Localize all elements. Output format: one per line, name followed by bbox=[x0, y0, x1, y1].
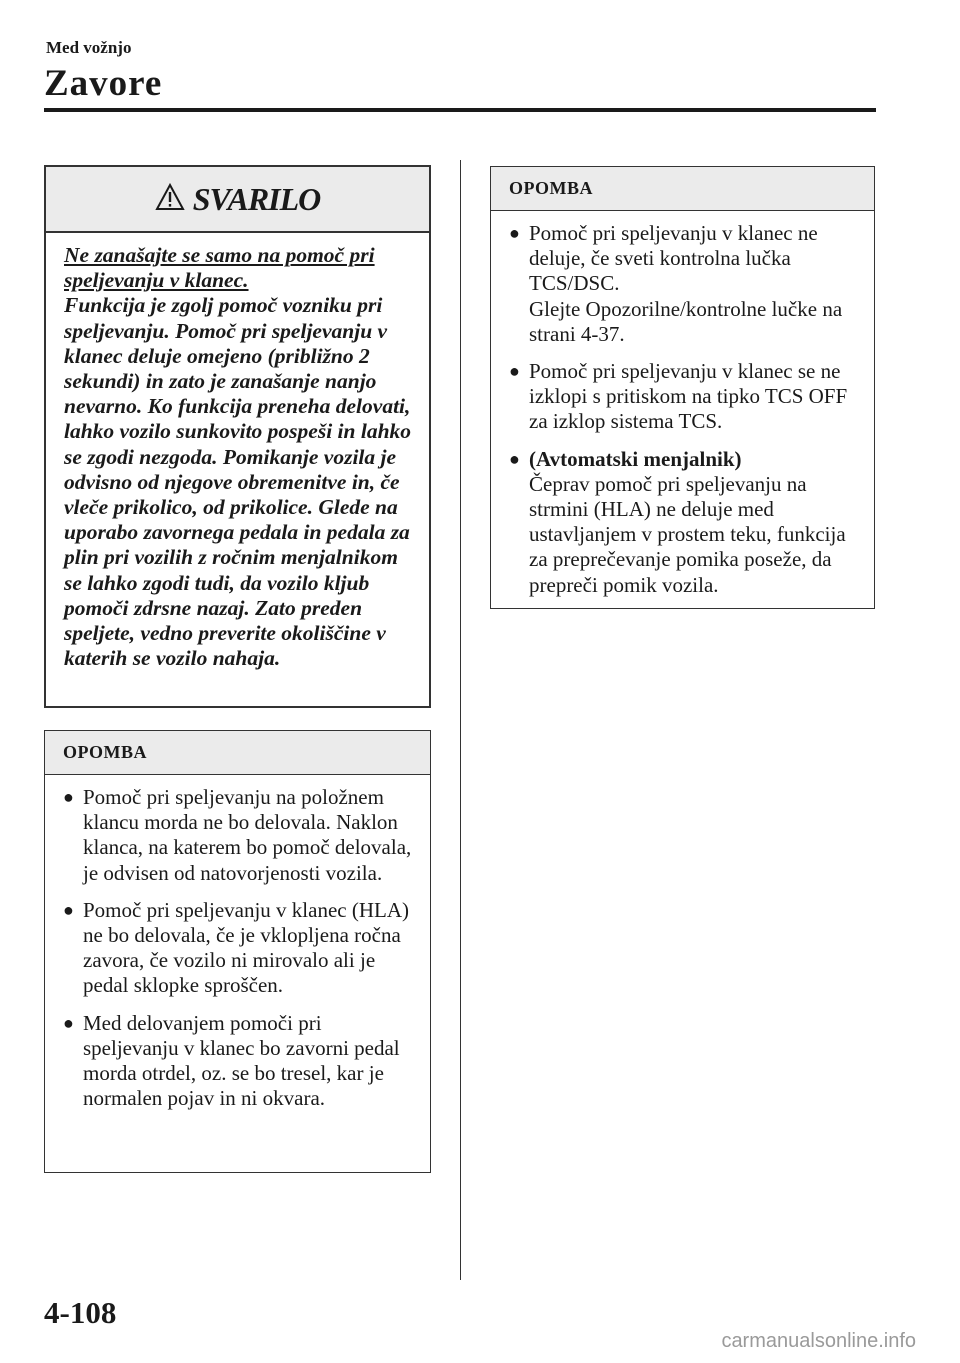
note-box-right bbox=[490, 166, 875, 609]
list-item bbox=[509, 359, 862, 435]
bullet-icon: ● bbox=[63, 1012, 74, 1033]
list-item-text: Pomoč pri speljevanju na položnem klancu morda ne bo delovala. Naklon klanca, na katerem bo pomoč delovala, je odvisen od natovorjenosti vozila. bbox=[83, 785, 412, 885]
column-divider bbox=[460, 160, 461, 1280]
title-rule bbox=[44, 108, 876, 112]
list-item-line: Pomoč pri speljevanju v klanec ne deluje, če sveti kontrolna lučka TCS/DSC. bbox=[529, 221, 818, 296]
bullet-icon: ● bbox=[509, 361, 520, 382]
list-item bbox=[509, 221, 862, 347]
list-item bbox=[63, 785, 418, 886]
note-body-right bbox=[491, 211, 874, 598]
bullet-icon: ● bbox=[509, 223, 520, 243]
section-label: Med vožnjo bbox=[46, 38, 132, 57]
list-item-text: Pomoč pri speljevanju v klanec (HLA) ne bo delovala, če je vklopljena ročna zavora, če vozilo ni mirovalo ali je pedal sklopke sproščen. bbox=[83, 897, 409, 998]
list-item-text: Pomoč pri speljevanju v klanec se ne izklopi s pritiskom na tipko TCS OFF za izklop sistema TCS. bbox=[529, 359, 848, 434]
list-item-text: Med delovanjem pomoči pri speljevanju v klanec bo zavorni pedal morda otrdel, oz. se bo tresel, kar je normalen pojav in ni okvara. bbox=[83, 1010, 400, 1111]
list-item bbox=[509, 447, 862, 598]
watermark: carmanualsonline.info bbox=[721, 1330, 916, 1352]
list-item-reference: Glejte Opozorilne/kontrolne lučke na strani 4-37. bbox=[529, 296, 843, 346]
bullet-icon: ● bbox=[63, 787, 74, 807]
list-item-text bbox=[529, 221, 862, 347]
list-item-text bbox=[529, 447, 862, 598]
warning-title: SVARILO bbox=[192, 180, 321, 217]
warning-triangle-icon bbox=[155, 183, 185, 216]
note-header-right: OPOMBA bbox=[491, 167, 874, 211]
warning-header bbox=[46, 167, 429, 233]
warning-body bbox=[46, 233, 429, 671]
list-item bbox=[63, 1011, 418, 1112]
page-number: 4-108 bbox=[44, 1295, 117, 1330]
note-body-left bbox=[45, 775, 430, 1111]
bullet-icon: ● bbox=[63, 899, 74, 920]
list-item bbox=[63, 898, 418, 999]
list-item-heading: (Avtomatski menjalnik) bbox=[529, 446, 742, 471]
page-title: Zavore bbox=[44, 63, 163, 104]
note-header-left: OPOMBA bbox=[45, 731, 430, 775]
warning-text: Funkcija je zgolj pomoč vozniku pri speljevanju. Pomoč pri speljevanju v klanec deluje omejeno (približno 2 sekundi) in zato je zanašanje nanjo nevarno. Ko funkcija preneha delovati, lahko vozilo sunkovito pospeši in lahko se zgodi nezgoda. Pomikanje vozila je odvisno od njegove obremenitve in, če vleče prikolico, od prikolice. Glede na uporabo zavornega pedala in pedala za plin pri vozilih z ročnim menjalnikom se lahko zgodi tudi, da vozilo kljub pomoči zdrsne nazaj. Zato preden speljete, vedno preverite okoliščine v katerih se vozilo nahaja. bbox=[64, 293, 412, 671]
warning-box bbox=[44, 165, 431, 708]
bullet-icon: ● bbox=[509, 448, 520, 469]
note-box-left bbox=[44, 730, 431, 1173]
list-item-line: Čeprav pomoč pri speljevanju na strmini (HLA) ne deluje med ustavljanjem v prostem teku, funkcija za preprečevanje pomika poseže, da prepreči pomik vozila. bbox=[529, 471, 846, 597]
warning-underlined-text: Ne zanašajte se samo na pomoč pri speljevanju v klanec. bbox=[64, 243, 375, 293]
